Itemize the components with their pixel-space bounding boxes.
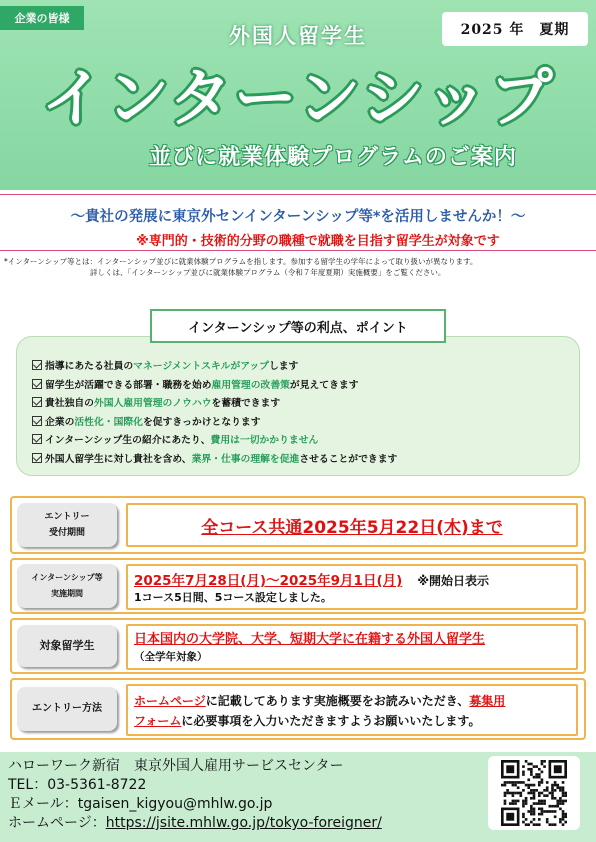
list-item: 指導にあたる社員のマネージメントスキルがアップします [32, 358, 572, 377]
page-title: インターンシップ [41, 62, 555, 135]
entry-method-row [10, 678, 586, 740]
target-students-text: 日本国内の大学院、大学、短期大学に在籍する外国人留学生 [134, 632, 486, 647]
checkbox-icon [32, 453, 42, 463]
entry-method-label: エントリー方法 [17, 687, 117, 731]
target-students-label: 対象留学生 [17, 625, 117, 667]
points-title: インターンシップ等の利点、ポイント [150, 309, 446, 343]
start-date-note: ※開始日表示 [417, 574, 490, 588]
list-item: 外国人留学生に対し貴社を含め、業界・仕事の理解を促進させることができます [32, 451, 572, 470]
checkbox-icon [32, 434, 42, 444]
phone-number: TEL：03-5361-8722 [8, 777, 147, 793]
implementation-period-value-box [126, 564, 578, 610]
checkbox-icon [32, 379, 42, 389]
header-banner [0, 0, 596, 190]
website-link[interactable]: https://jsite.mhlw.go.jp/tokyo-foreigner/ [105, 815, 382, 831]
implementation-period-row [10, 558, 586, 614]
target-students-value-box [126, 624, 578, 670]
audience-badge: 企業の皆様 [0, 6, 84, 30]
checkbox-icon [32, 360, 42, 370]
footnote-line-2: 詳しくは、「インターンシップ並びに就業体験プログラム（令和７年度夏期）実施概要」をご覧ください。 [90, 268, 446, 277]
checkbox-icon [32, 416, 42, 426]
entry-period-row [10, 496, 586, 554]
implementation-period-label: インターンシップ等 実施期間 [17, 564, 117, 608]
checkbox-icon [32, 397, 42, 407]
website [8, 815, 382, 832]
qr-code-icon [488, 756, 580, 830]
tagline-main: ～貴社の発展に東京外センインターンシップ等*を活用しませんか！～ [70, 209, 526, 225]
list-item: 貴社独自の外国人雇用管理のノウハウを蓄積できます [32, 395, 572, 414]
entry-period-label: エントリー 受付期間 [17, 503, 117, 547]
tagline-sub: ※専門的・技術的分野の職種で就職を目指す留学生が対象です [136, 234, 500, 249]
divider [0, 194, 596, 195]
email-address: Ｅメール：tgaisen_kigyou@mhlw.go.jp [8, 796, 273, 812]
list-item: インターンシップ生の紹介にあたり、費用は一切かかりません [32, 432, 572, 451]
course-detail: 1コース5日間、5コース設定しました。 [134, 591, 332, 604]
term-label: 2025 年 夏期 [442, 12, 588, 46]
divider [0, 250, 596, 251]
entry-period-value-box [126, 503, 578, 547]
entry-deadline: 全コース共通2025年5月22日(木)まで [201, 517, 503, 538]
header-subtitle: 外国人留学生 [229, 24, 367, 48]
list-item: 企業の活性化・国際化を促すきっかけとなります [32, 414, 572, 433]
points-list [32, 358, 572, 470]
footnote-line-1: *インターンシップ等とは：インターンシップ並びに就業体験プログラムを指します。参加する留学生の学年によって取り扱いが異なります。 [4, 257, 478, 266]
implementation-dates: 2025年7月28日(月)～2025年9月1日(月) [134, 573, 403, 589]
header-subtitle-2: 並びに就業体験プログラムのご案内 [149, 145, 517, 170]
application-form-link-cont[interactable]: フォーム [134, 714, 182, 728]
footnote [4, 256, 594, 278]
homepage-link[interactable]: ホームページ [134, 694, 206, 708]
organization-name: ハローワーク新宿 東京外国人雇用サービスセンター [8, 758, 344, 774]
target-students-sub: （全学年対象） [134, 651, 208, 663]
application-form-link[interactable]: 募集用 [469, 694, 506, 708]
website-label: ホームページ： [8, 815, 106, 831]
qr-code-icon [501, 760, 567, 826]
target-students-row [10, 618, 586, 674]
entry-method-value-box: ホームページに記載してあります実施概要をお読みいただき、募集用 フォームに必要事項を入力いただきますようお願いいたします。 [126, 684, 578, 736]
list-item: 留学生が活躍できる部署・職務を始め雇用管理の改善策が見えてきます [32, 377, 572, 396]
